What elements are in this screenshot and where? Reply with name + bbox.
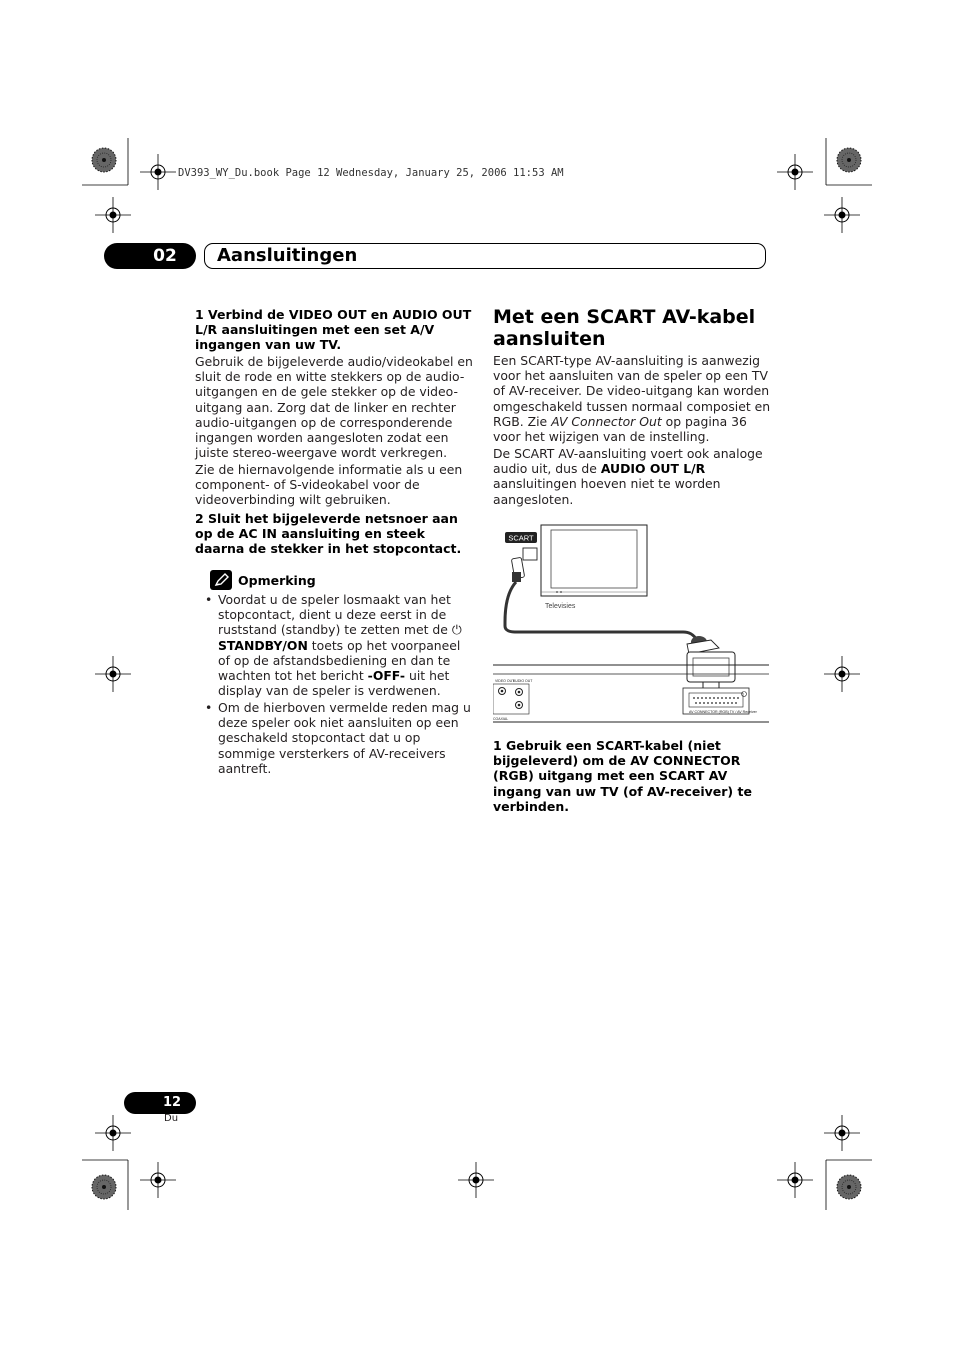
starburst-mark-top-left [92,148,116,172]
section-title: Met een SCART AV-kabel aansluiten [493,306,756,350]
tv-scart-plug [511,548,537,582]
note-bullet-2: Om de hierboven vermelde reden mag u deze speler ook niet aansluiten op een geschakeld stopcontact dat u op sommige versterkers of AV-receivers aantreft. [218,700,471,776]
chapter-number: 02 [153,246,177,266]
panel-coaxial-label: COAXIAL [493,717,509,721]
power-icon: ⏻ [451,622,462,638]
file-info-line: DV393_WY_Du.book Page 12 Wednesday, January 25, 2006 11:53 AM [178,167,564,179]
bullet-dot-2: • [205,700,213,715]
language-code: Du [164,1113,179,1124]
page-number: 12 [162,1095,182,1110]
starburst-mark-bottom-right [837,1175,861,1199]
note-bullet-1: Voordat u de speler losmaakt van het stopcontact, dient u deze eerst in de ruststand (standby) te zetten met de ⏻ STANDBY/ON toets op het voorpaneel of op de afstandsbediening en dan te wachten tot het bericht -OFF- uit het display van de speler is verdwenen. [218,592,462,699]
note-label: Opmerking [238,573,316,588]
scart-tag-label: SCART [508,533,534,543]
chapter-number-badge [104,243,196,269]
bullet-dot-1: • [205,592,213,607]
starburst-mark-bottom-left [92,1175,116,1199]
page-number-badge [124,1092,196,1114]
player-scart-plug [687,636,735,688]
scart-paragraph-1: Een SCART-type AV-aansluiting is aanwezig voor het aansluiten van de speler op een TV of AV-receiver. De video-uitgang kan worden omgeschakeld tussen normaal composiet en RGB. Zie AV Connector Out op pagina 36 voor het wijzigen van de instelling. [493,353,771,445]
left-step1-heading: 1 Verbind de VIDEO OUT en AUDIO OUT L/R aansluitingen met een set A/V ingangen van uw TV. [195,307,472,353]
panel-scart-label: AV CONNECTOR (RGB) TV / AV Receiver [689,710,757,714]
chapter-title: Aansluitingen [217,245,358,266]
left-step2-heading: 2 Sluit het bijgeleverde netsnoer aan op de AC IN aansluiting en steek daarna de stekker in het stopcontact. [195,511,462,557]
panel-audio-out-label: AUDIO OUT [513,679,533,683]
scart-paragraph-2: De SCART AV-aansluiting voert ook analoge audio uit, dus de AUDIO OUT L/R aansluitingen hoeven niet te worden aangesloten. [493,446,763,507]
chapter-title-bar [204,243,766,269]
television-illustration [541,525,647,596]
tv-label: Televisies [545,603,576,610]
starburst-mark-top-right [837,148,861,172]
left-step1-body-1: Gebruik de bijgeleverde audio/videokabel en sluit de rode en witte stekkers op de audio-uitgangen en de gele stekker op de video-uitgang aan. Zorg dat de linker en rechter audio-uitgangen op de corresponderende ingangen worden aangesloten zodat een juiste stereo-weergave wordt verkregen. [195,354,473,461]
right-step1-heading: 1 Gebruik een SCART-kabel (niet bijgeleverd) om de AV CONNECTOR (RGB) uitgang met een SCART AV ingang van uw TV (of AV-receiver) te verbinden. [493,738,752,814]
left-step1-body-2: Zie de hiernavolgende informatie als u een component- of S-videokabel voor de videoverbinding wilt gebruiken. [195,462,463,508]
scart-connection-diagram [493,522,769,726]
panel-video-out-label: VIDEO OUT [495,679,515,683]
pencil-note-icon [210,570,232,590]
